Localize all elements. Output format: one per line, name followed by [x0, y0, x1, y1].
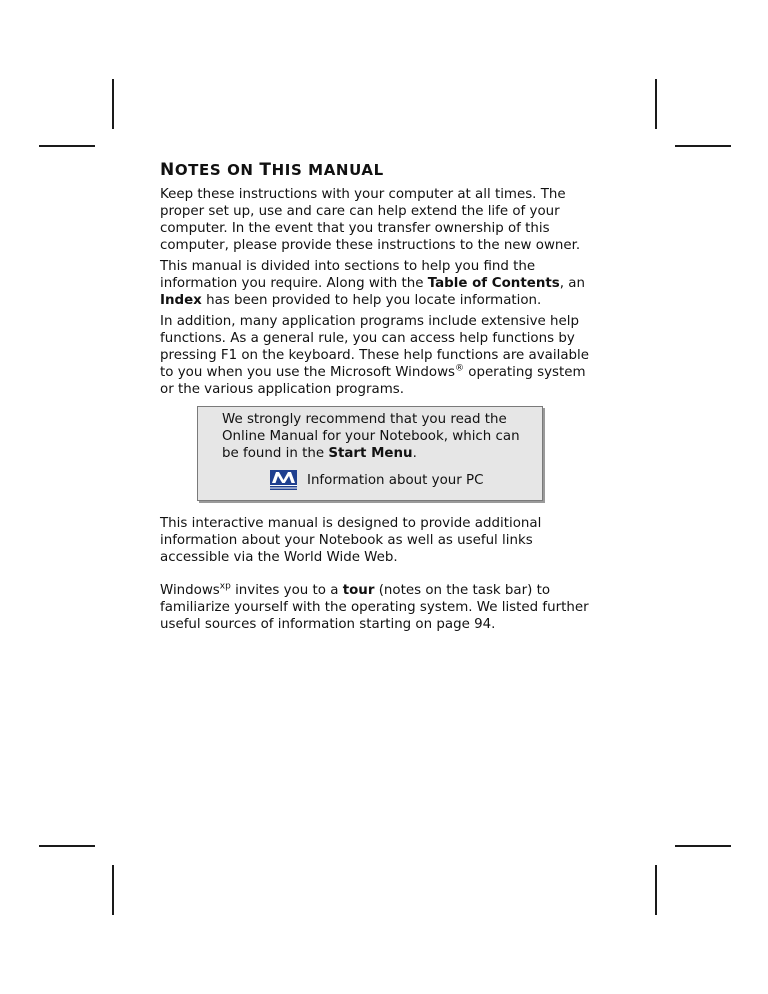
heading-initial-n: N — [160, 160, 175, 180]
tour-term: tour — [342, 583, 375, 598]
crop-mark-top-right-horizontal — [675, 145, 731, 147]
index-term: Index — [160, 293, 202, 308]
page-content — [160, 160, 600, 637]
paragraph-help-functions: In addition, many application programs include extensive help functions. As a general rule, you can access help functions by pressing F1 on the keyboard. These help functions are available to you when you use the Microsoft Windows® operating system or the various application programs. — [160, 314, 589, 397]
crop-mark-top-left-horizontal — [39, 145, 95, 147]
heading-initial-t: T — [259, 160, 272, 180]
paragraph-manual-sections: This manual is divided into sections to help you find the information you require. Along with the Table of Contents, an Index has been provided to help you locate information. — [160, 259, 585, 308]
start-menu-term: Start Menu — [328, 446, 413, 461]
crop-mark-top-left-vertical — [112, 79, 114, 129]
heading-part-2: HIS MANUAL — [271, 161, 384, 179]
registered-mark: ® — [455, 363, 464, 374]
heading-part-1: OTES ON — [174, 161, 260, 179]
xp-superscript: xp — [219, 581, 231, 592]
crop-mark-bottom-right-horizontal — [675, 845, 731, 847]
crop-mark-bottom-left-horizontal — [39, 845, 95, 847]
crop-mark-bottom-right-vertical — [655, 865, 657, 915]
note-text: We strongly recommend that you read the Online Manual for your Notebook, which can be found in the Start Menu. — [222, 412, 520, 461]
medion-logo-icon[interactable] — [270, 470, 297, 490]
paragraph-keep-instructions: Keep these instructions with your computer at all times. The proper set up, use and care can help extend the life of your computer. In the event that you transfer ownership of this computer, please provide these instructions to the new owner. — [160, 187, 581, 253]
paragraph-interactive-manual: This interactive manual is designed to provide additional information about your Notebook as well as useful links accessible via the World Wide Web. — [160, 516, 542, 565]
paragraph-windows-tour: Windows$^{xp}$ invites you to a tour (notes on the task bar) to familiarize yourself with the operating system. We listed further useful sources of information starting on page 94. — [160, 581, 589, 632]
info-about-pc-row[interactable] — [222, 470, 530, 490]
toc-term: Table of Contents — [427, 276, 560, 291]
crop-mark-bottom-left-vertical — [112, 865, 114, 915]
section-heading — [160, 160, 600, 180]
online-manual-note — [197, 406, 543, 501]
info-about-pc-label[interactable]: Information about your PC — [307, 472, 484, 488]
crop-mark-top-right-vertical — [655, 79, 657, 129]
